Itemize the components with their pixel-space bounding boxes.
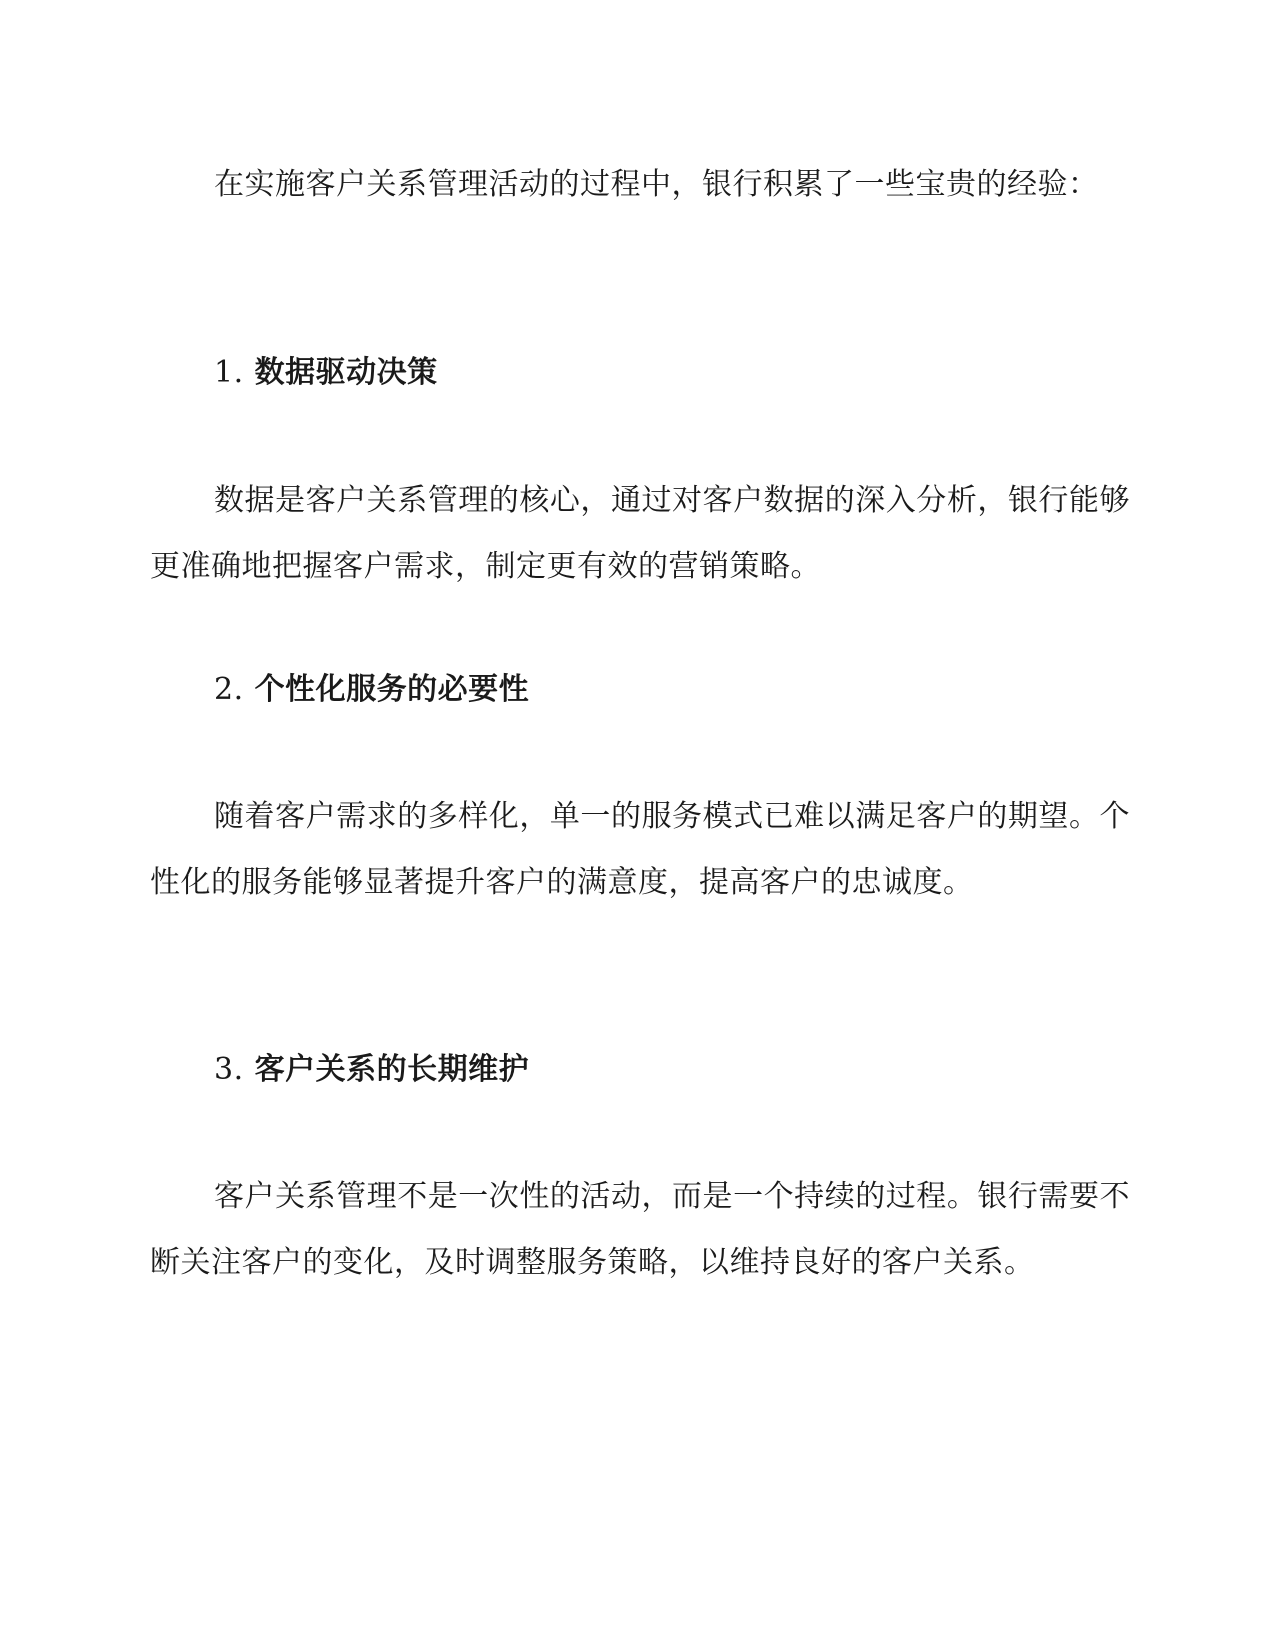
section-body-1: 数据是客户关系管理的核心，通过对客户数据的深入分析，银行能够更准确地把握客户需求，制定更有效的营销策略。 [150,483,1130,584]
section-body-3: 客户关系管理不是一次性的活动，而是一个持续的过程。银行需要不断关注客户的变化，及时调整服务策略，以维持良好的客户关系。 [150,1179,1130,1280]
section-number: 2. [214,672,244,707]
intro-paragraph: 在实施客户关系管理活动的过程中，银行积累了一些宝贵的经验： [214,167,1099,202]
section-body-2: 随着客户需求的多样化，单一的服务模式已难以满足客户的期望。个性化的服务能够显著提升客户的满意度，提高客户的忠诚度。 [150,799,1130,900]
section-number: 3. [214,1052,244,1087]
section-heading-3 [214,1037,1194,1103]
section-heading-1 [214,340,1194,406]
section-title: 客户关系的长期维护 [254,1052,530,1087]
section-heading-2 [214,657,1194,723]
section-number: 1. [214,355,244,390]
section-title: 数据驱动决策 [254,355,438,390]
section-title: 个性化服务的必要性 [254,672,530,707]
